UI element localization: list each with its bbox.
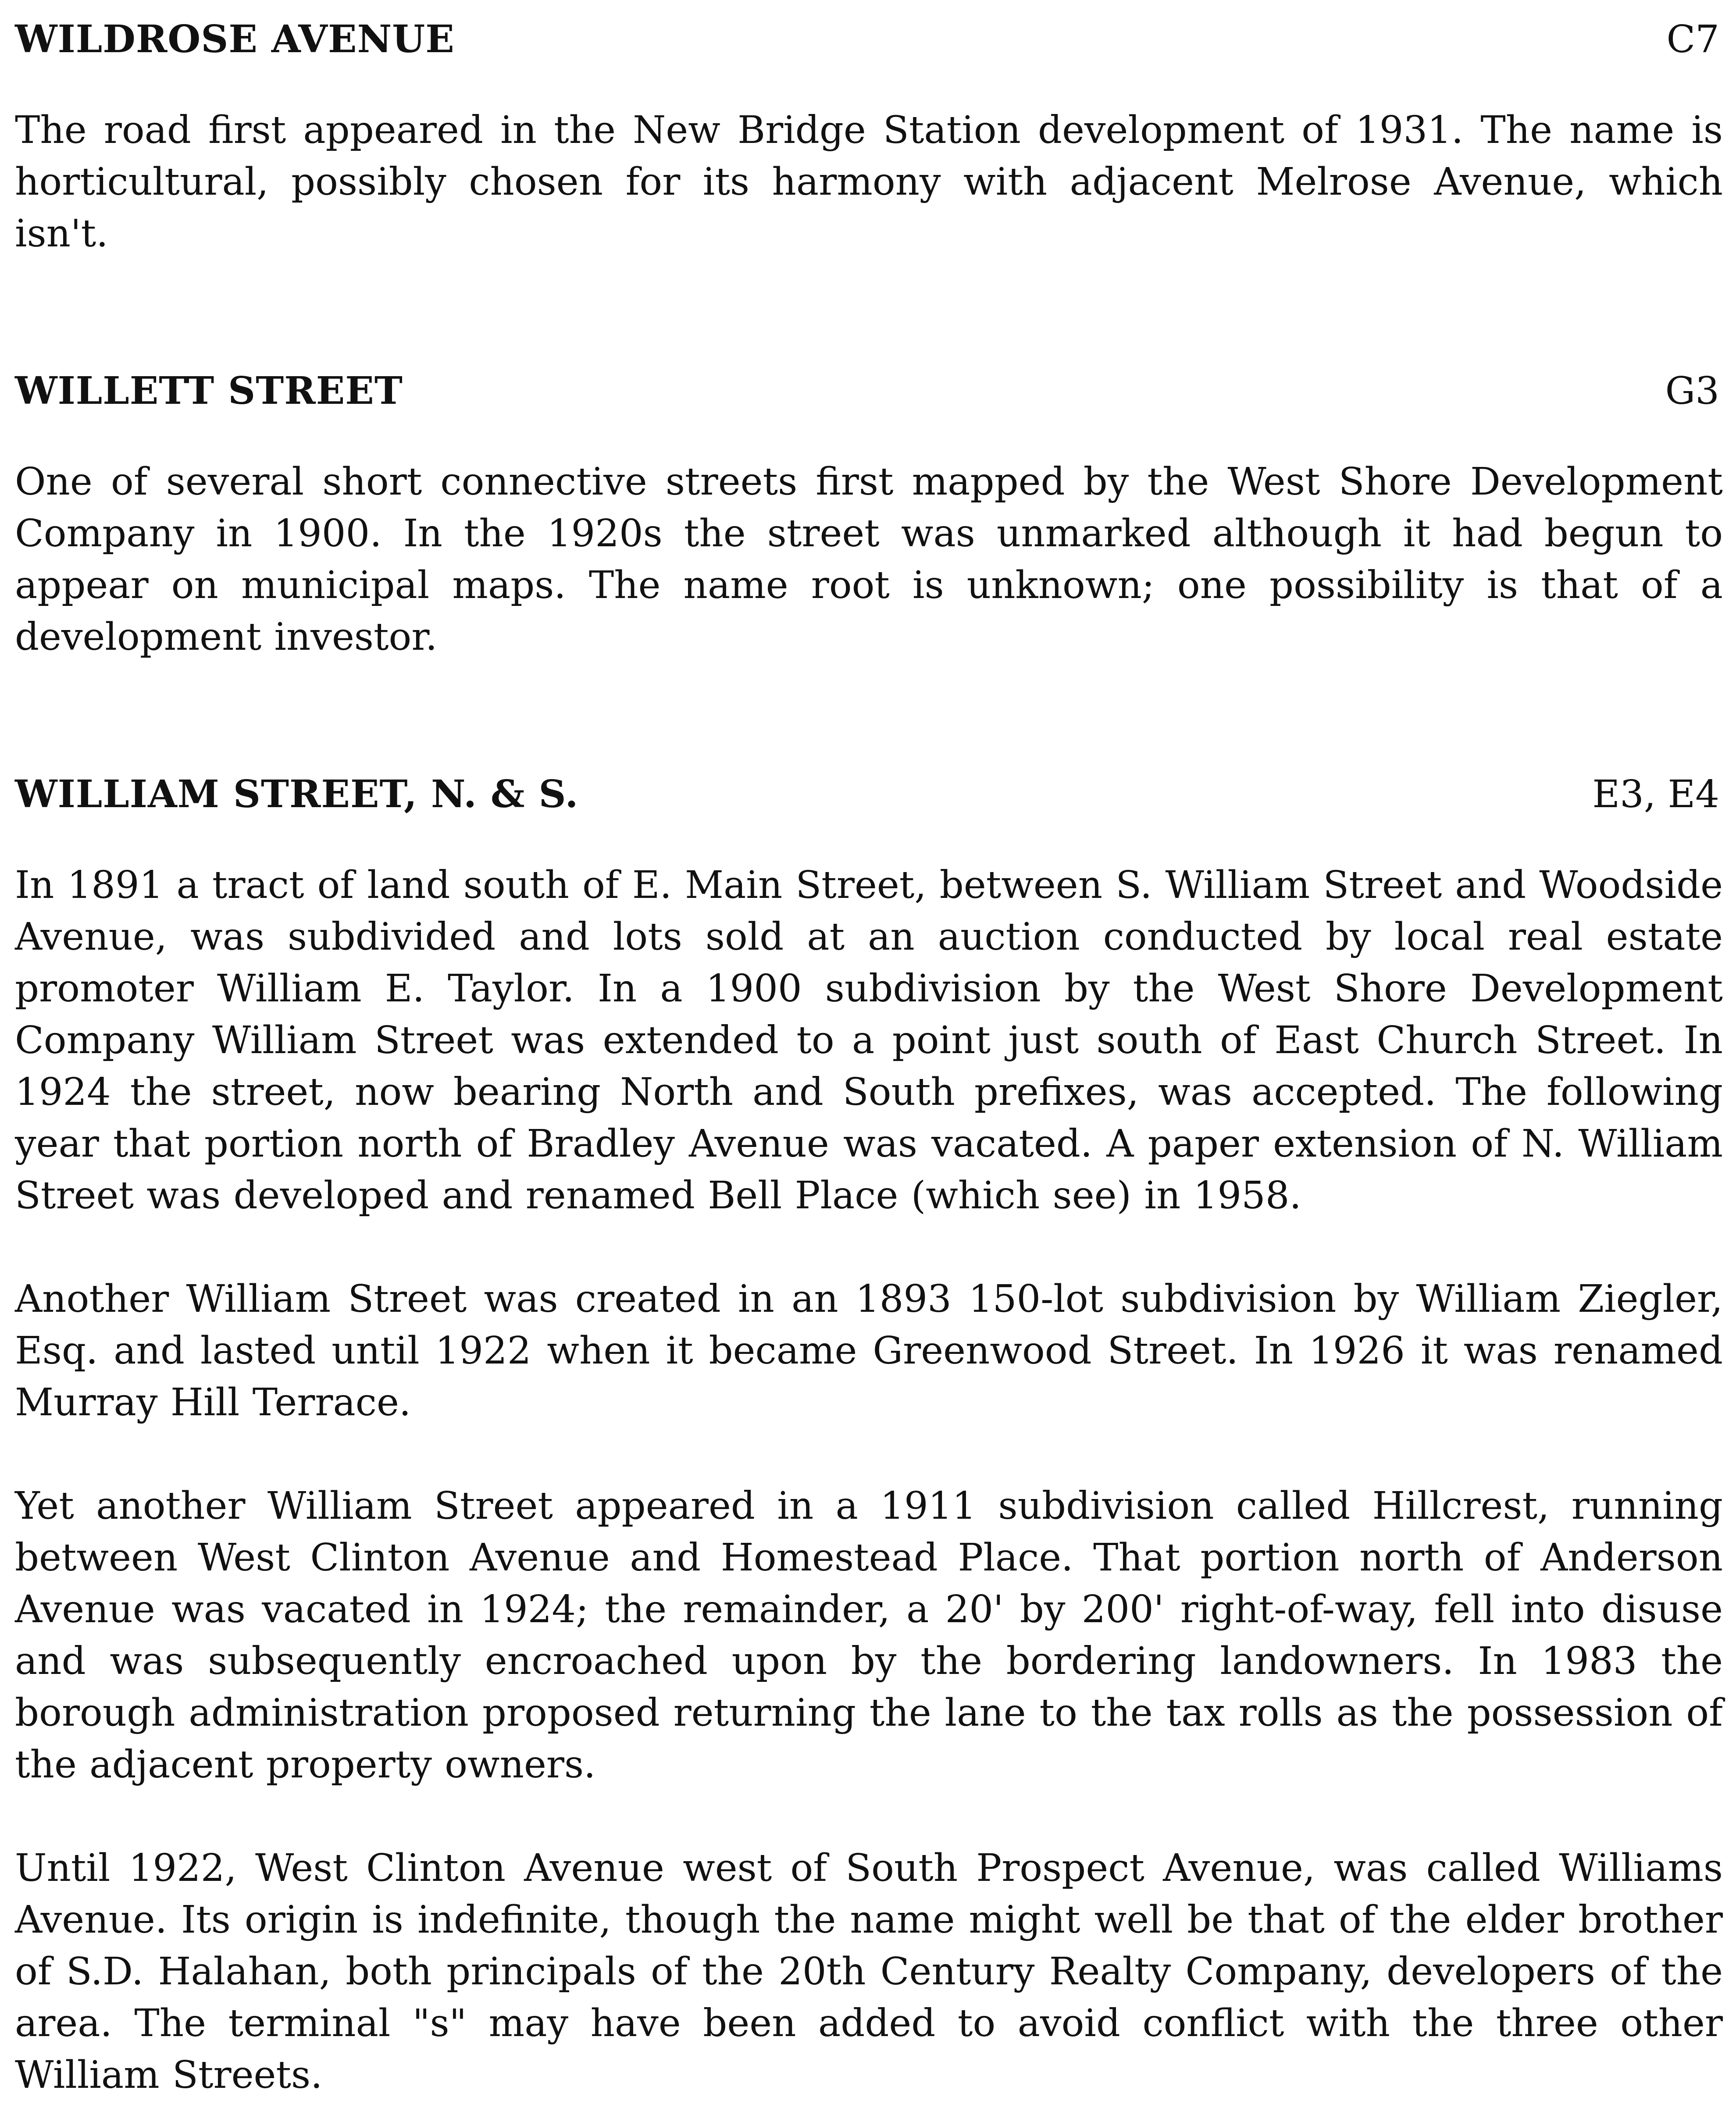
- entry-title: WILLIAM STREET, N. & S.: [15, 772, 579, 816]
- entry-paragraph: Another William Street was created in an 1893 150-lot subdivision by William Ziegler, Esq. and lasted until 1922 when it became Greenwood Street. In 1926 it was renamed Murray Hill Terrace.: [15, 1277, 1723, 1424]
- entry-william-street: [15, 768, 1723, 2101]
- entry-paragraph: One of several short connective streets first mapped by the West Shore Development Company in 1900. In the 1920s the street was unmarked although it had begun to appear on municipal maps. The name root is unknown; one possibility is that of a development investor.: [15, 460, 1723, 659]
- entry-willett-street: [15, 365, 1723, 663]
- entry-header: [15, 365, 1723, 417]
- entry-header: [15, 13, 1723, 66]
- entry-paragraph: Yet another William Street appeared in a 1911 subdivision called Hillcrest, running between West Clinton Avenue and Homestead Place. That portion north of Anderson Avenue was vacated in 1924; the remainder, a 20' by 200' right-of-way, fell into disuse and was subsequently encroached upon by the bordering landowners. In 1983 the borough administration proposed returning the lane to the tax rolls as the possession of the adjacent property owners.: [15, 1484, 1723, 1787]
- entry-wildrose-avenue: [15, 13, 1723, 260]
- entry-title: WILLETT STREET: [15, 369, 403, 413]
- entry-paragraph: The road first appeared in the New Bridge Station development of 1931. The name is horticultural, possibly chosen for its harmony with adjacent Melrose Avenue, which isn't.: [15, 108, 1723, 256]
- map-grid-reference: E3, E4: [1592, 773, 1719, 816]
- entry-header: [15, 768, 1723, 821]
- map-grid-reference: C7: [1666, 18, 1719, 61]
- entry-paragraph: Until 1922, West Clinton Avenue west of South Prospect Avenue, was called Williams Avenue. Its origin is indefinite, though the name might well be that of the elder brother of S.D. Halahan, both principals of the 20th Century Realty Company, developers of the area. The terminal "s" may have been added to avoid conflict with the three other William Streets.: [15, 1846, 1723, 2097]
- entry-title: WILDROSE AVENUE: [15, 17, 455, 61]
- entry-paragraph: In 1891 a tract of land south of E. Main Street, between S. William Street and Woodside Avenue, was subdivided and lots sold at an auction conducted by local real estate promoter William E. Taylor. In a 1900 subdivision by the West Shore Development Company William Street was extended to a point just south of East Church Street. In 1924 the street, now bearing North and South prefixes, was accepted. The following year that portion north of Bradley Avenue was vacated. A paper extension of N. William Street was developed and renamed Bell Place (which see) in 1958.: [15, 863, 1723, 1218]
- map-grid-reference: G3: [1665, 369, 1719, 413]
